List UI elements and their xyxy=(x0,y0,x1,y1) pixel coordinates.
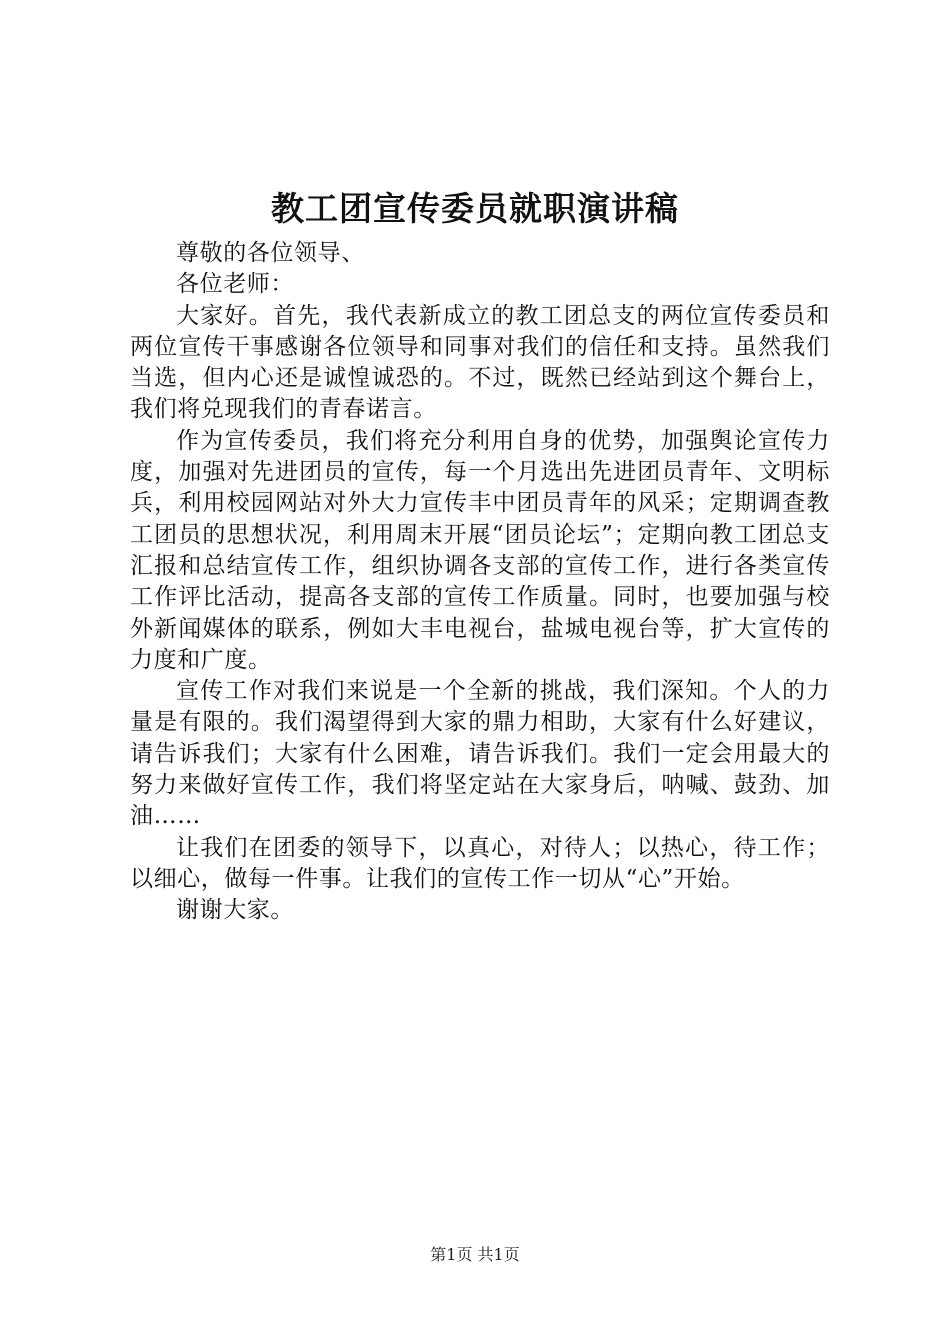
page-number-footer: 第1页 共1页 xyxy=(430,1245,520,1264)
paragraph-intro: 大家好。首先，我代表新成立的教工团总支的两位宣传委员和两位宣传干事感谢各位领导和同事对我们的信任和支持。虽然我们当选，但内心还是诚惶诚恐的。不过，既然已经站到这个舞台上，我们将兑现我们的青春诺言。 xyxy=(130,302,830,423)
salutation-line-1: 尊敬的各位领导、 xyxy=(176,240,365,266)
paragraph-plan: 作为宣传委员，我们将充分利用自身的优势，加强舆论宣传力度，加强对先进团员的宣传，每一个月选出先进团员青年、文明标兵，利用校园网站对外大力宣传丰中团员青年的风采；定期调查教工团员的思想状况，利用周末开展“团员论坛”；定期向教工团总支汇报和总结宣传工作，组织协调各支部的宣传工作，进行各类宣传工作评比活动，提高各支部的宣传工作质量。同时，也要加强与校外新闻媒体的联系，例如大丰电视台，盐城电视台等，扩大宣传的力度和广度。 xyxy=(130,427,830,673)
document-body xyxy=(130,238,830,927)
paragraph-thanks: 谢谢大家。 xyxy=(176,897,294,924)
document-title: 教工团宣传委员就职演讲稿 xyxy=(271,189,679,228)
paragraph-challenge: 宣传工作对我们来说是一个全新的挑战，我们深知。个人的力量是有限的。我们渴望得到大家的鼎力相助，大家有什么好建议，请告诉我们；大家有什么困难，请告诉我们。我们一定会用最大的努力来做好宣传工作，我们将坚定站在大家身后，呐喊、鼓劲、加油…… xyxy=(130,678,830,830)
salutation-line-2: 各位老师： xyxy=(176,271,294,298)
paragraph-closing: 让我们在团委的领导下，以真心，对待人；以热心，待工作；以细心，做每一件事。让我们的宣传工作一切从“心”开始。 xyxy=(130,834,830,892)
